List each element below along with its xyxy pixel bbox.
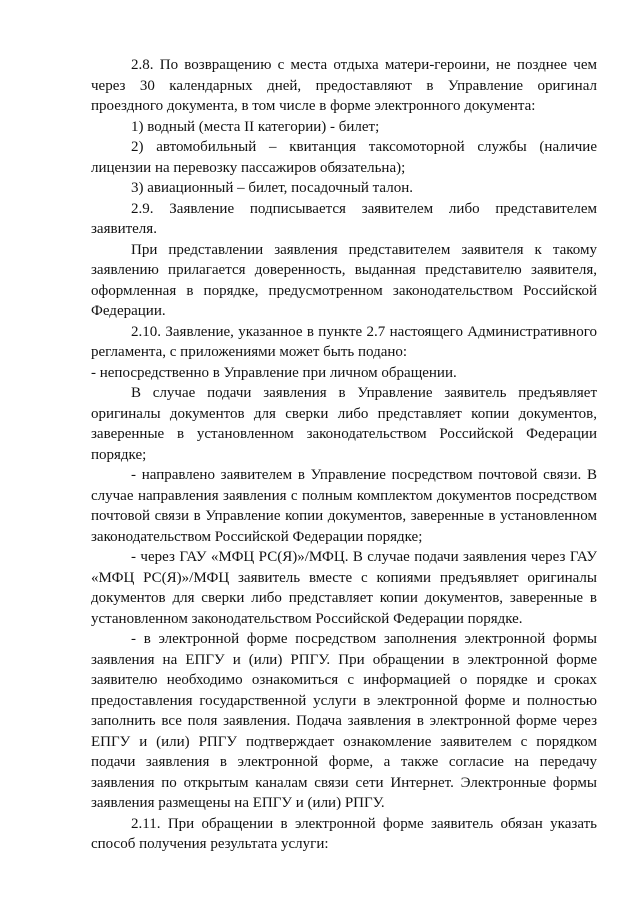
list-item-air: 3) авиационный – билет, посадочный талон. (131, 180, 413, 196)
paragraph-representative: При представлении заявления представителем заявителя к такому заявлению прилагается доверенность, выданная представителю заявителя, оформленная в порядке, предусмотренном законодательством Российской Федерации. (91, 241, 597, 319)
list-item-postal: - направлено заявителем в Управление посредством почтовой связи. В случае направления заявления с полным комплектом документов посредством почтовой связи в Управление копии документов, заверенные в установленном законодательством Российской Федерации порядке; (91, 467, 597, 545)
paragraph-2-10: 2.10. Заявление, указанное в пункте 2.7 настоящего Административного регламента, с приложениями может быть подано: (91, 323, 597, 360)
list-item-mfc: - через ГАУ «МФЦ РС(Я)»/МФЦ. В случае подачи заявления через ГАУ «МФЦ РС(Я)»/МФЦ заявитель вместе с копиями предъявляет оригиналы документов для сверки либо представляет копии документов, заверенные в установленном законодательством Российской Федерации порядке. (91, 549, 597, 627)
paragraph-2-9: 2.9. Заявление подписывается заявителем либо представителем заявителя. (91, 200, 597, 237)
paragraph-2-8: 2.8. По возвращению с места отдыха матери-героини, не позднее чем через 30 календарных дней, предоставляют в Управление оригинал проездного документа, в том числе в форме электронного документа: (91, 57, 597, 114)
document-page (91, 55, 597, 855)
paragraph-originals: В случае подачи заявления в Управление заявитель предъявляет оригиналы документов для сверки либо представляет копии документов, заверенные в установленном законодательством Российской Федерации порядке; (91, 385, 597, 463)
list-item-water: 1) водный (места II категории) - билет; (131, 118, 380, 135)
list-item-electronic: - в электронной форме посредством заполнения электронной формы заявления на ЕПГУ и (или) РПГУ. При обращении в электронной форме заявителю необходимо ознакомиться с информацией о порядке и сроках предоставления государственной услуги в электронной форме и полностью заполнить все поля заявления. Подача заявления в электронной форме через ЕПГУ и (или) РПГУ подтверждает ознакомление заявителем с порядком подачи заявления в электронной форме, а также согласие на передачу заявления по открытым каналам связи сети Интернет. Электронные формы заявления размещены на ЕПГУ и (или) РПГУ. (91, 631, 597, 811)
list-item-in-person: - непосредственно в Управление при личном обращении. (91, 364, 457, 381)
paragraph-2-11: 2.11. При обращении в электронной форме заявитель обязан указать способ получения результата услуги: (91, 815, 597, 852)
list-item-auto: 2) автомобильный – квитанция таксомоторной службы (наличие лицензии на перевозку пассажиров обязательна); (91, 139, 597, 176)
